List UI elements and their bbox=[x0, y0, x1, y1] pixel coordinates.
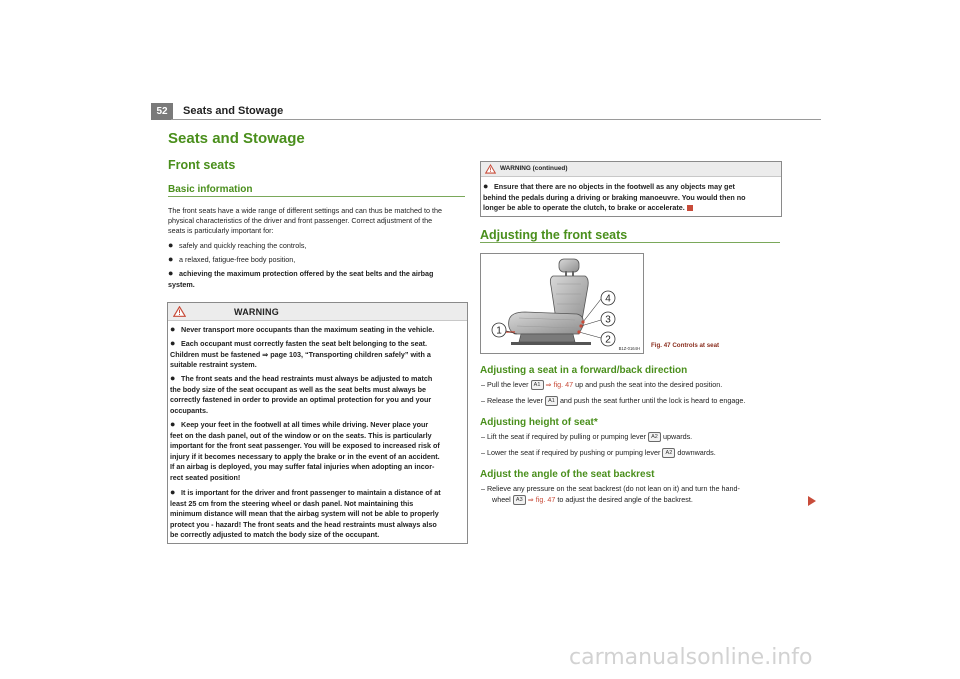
section-title-adjusting-seats: Adjusting the front seats bbox=[480, 228, 628, 242]
chapter-title: Seats and Stowage bbox=[168, 130, 305, 147]
step-line: – Pull the lever A1 ⇒ fig. 47 up and push the seat into the desired position. bbox=[481, 380, 723, 389]
lever-a1-key: A1 bbox=[531, 380, 544, 390]
warning-item: ● The front seats and the head restraints must always be adjusted to match the body size of the seat occupant as well as the seat belts must always be correctly fastened in order to provide an optimal protection for you and your occupants. bbox=[170, 373, 433, 415]
step-line: – Release the lever A1 and push the seat further until the lock is heard to engage. bbox=[481, 396, 746, 405]
section-title-front-seats: Front seats bbox=[168, 158, 236, 172]
lever-a1-key: A1 bbox=[545, 396, 558, 406]
section-rule bbox=[480, 242, 780, 243]
intro-line-3: seats is particularly important for: bbox=[168, 226, 274, 235]
intro-line-1: The front seats have a wide range of different settings and can thus be matched to the bbox=[168, 206, 442, 215]
warning-item: ● Never transport more occupants than the maximum seating in the vehicle. bbox=[170, 324, 435, 334]
warning-item: ● It is important for the driver and front passenger to maintain a distance of at least 25 cm from the steering wheel or dash panel. Not maintaining this minimum distance will mean that the airbag system will not be able to properly protect you - hazard! The front seats and the head restraints must always also be correctly adjusted to match the body size of the occupant. bbox=[170, 487, 441, 540]
callout-2: 2 bbox=[605, 334, 611, 346]
running-header: Seats and Stowage bbox=[183, 105, 284, 117]
callout-1: 1 bbox=[496, 325, 502, 337]
warning-title: WARNING bbox=[234, 307, 279, 317]
list-item: ● achieving the maximum protection offered by the seat belts and the airbag bbox=[168, 268, 434, 278]
warning-continued-text: ● Ensure that there are no objects in the footwell as any objects may get behind the pedals during a driving or braking manoeuvre. You would then no longer be able to operate the clutch, to brake or accelerate. bbox=[483, 181, 746, 213]
continue-arrow-icon bbox=[808, 496, 816, 506]
lever-a2-key: A2 bbox=[662, 448, 675, 458]
warning-triangle-icon bbox=[173, 306, 186, 317]
warning-item: ● Keep your feet in the footwell at all times while driving. Never place your feet on the dash panel, out of the window or on the seats. This is particularly important for the front seat passenger. You will be exposed to increased risk of injury if it becomes necessary to apply the brake or in the event of an accident. If an airbag is deployed, you may suffer fatal injuries when adopting an incor- rect seated position! bbox=[170, 419, 440, 482]
subheading-forward-back: Adjusting a seat in a forward/back direction bbox=[480, 365, 688, 376]
step-line: – Lower the seat if required by pushing or pumping lever A2 downwards. bbox=[481, 448, 716, 457]
callout-3: 3 bbox=[605, 314, 611, 326]
seat-illustration bbox=[481, 254, 643, 353]
warning-header bbox=[168, 303, 467, 321]
header-rule bbox=[171, 119, 821, 120]
list-item: ● safely and quickly reaching the controls, bbox=[168, 240, 307, 250]
subheading-backrest-angle: Adjust the angle of the seat backrest bbox=[480, 469, 655, 480]
warning-triangle-icon bbox=[485, 164, 496, 174]
intro-line-2: physical characteristics of the driver and front passenger. Correct adjustment of the bbox=[168, 216, 433, 225]
warning-continued-box bbox=[480, 161, 782, 217]
step-line: – Lift the seat if required by pulling or pumping lever A2 upwards. bbox=[481, 432, 693, 441]
handwheel-a3-key: A3 bbox=[513, 495, 526, 505]
warning-continued-title: WARNING (continued) bbox=[500, 165, 568, 172]
figure-reference-link[interactable]: ⇒ fig. 47 bbox=[527, 495, 556, 504]
list-item: ● a relaxed, fatigue-free body position, bbox=[168, 254, 296, 264]
lever-a2-key: A2 bbox=[648, 432, 661, 442]
warning-box bbox=[167, 302, 468, 544]
callout-4: 4 bbox=[605, 293, 611, 305]
subheading-height: Adjusting height of seat* bbox=[480, 417, 598, 428]
watermark: carmanualsonline.info bbox=[569, 645, 813, 670]
subsection-title-basic-info: Basic information bbox=[168, 184, 253, 195]
step-line-continuation: wheel A3 ⇒ fig. 47 to adjust the desired angle of the backrest. bbox=[492, 495, 693, 504]
step-line: – Relieve any pressure on the seat backrest (do not lean on it) and turn the hand- bbox=[481, 484, 740, 493]
figure-code: B1Z-0164H bbox=[618, 346, 640, 351]
end-of-section-icon bbox=[687, 205, 693, 211]
list-item-continuation: system. bbox=[168, 280, 195, 289]
page-number: 52 bbox=[151, 103, 173, 120]
figure-caption: Fig. 47 Controls at seat bbox=[651, 342, 720, 349]
seat-figure bbox=[480, 253, 644, 354]
warning-item: ● Each occupant must correctly fasten the seat belt belonging to the seat. Children must be fastened ⇒ page 103, “Transporting children safely” with a suitable restraint system. bbox=[170, 338, 431, 370]
subsection-rule bbox=[168, 196, 465, 197]
figure-reference-link[interactable]: ⇒ fig. 47 bbox=[545, 380, 574, 389]
